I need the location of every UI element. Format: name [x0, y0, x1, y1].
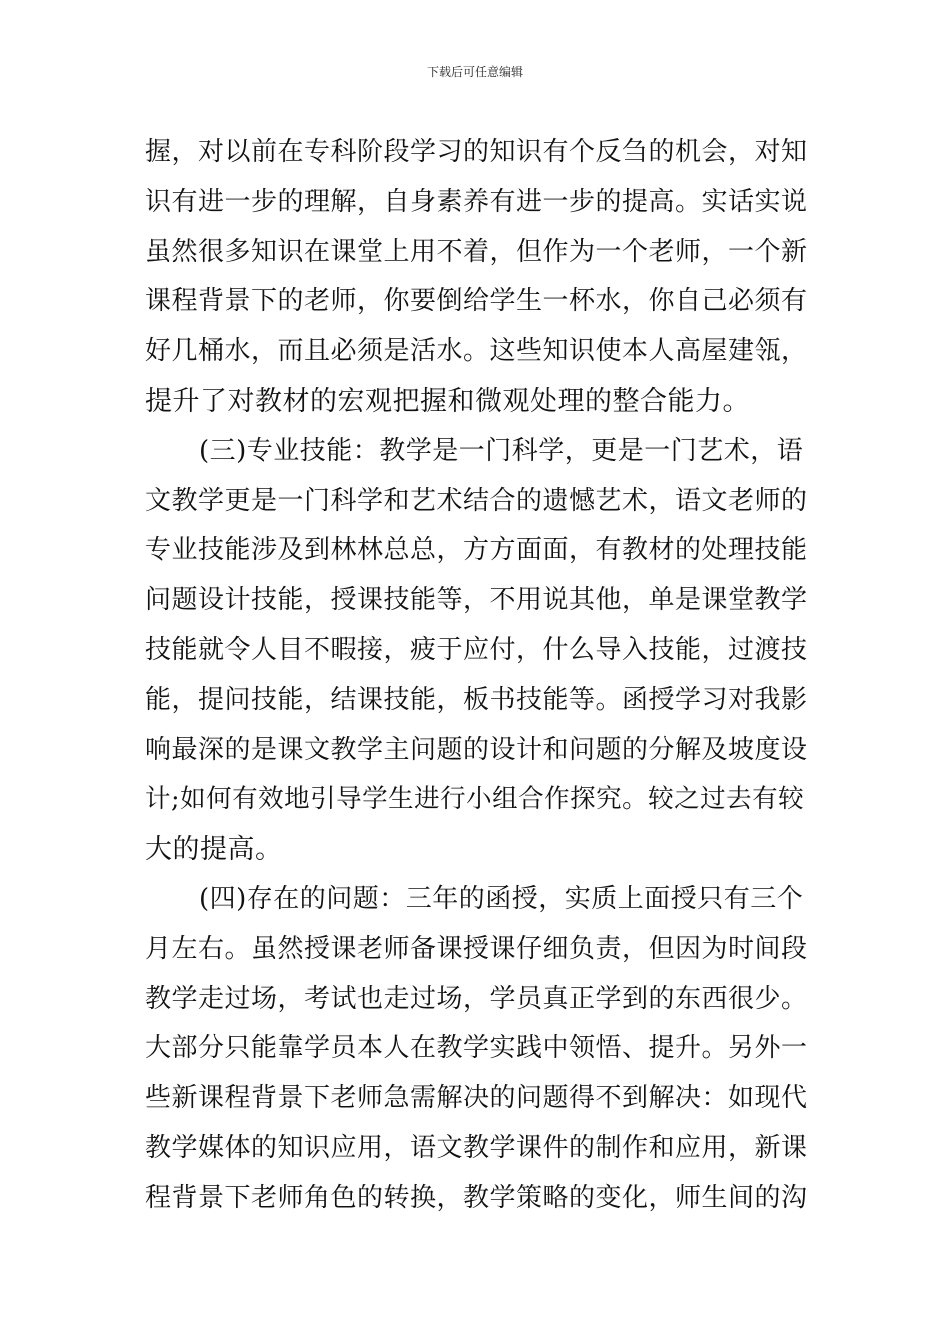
text-line: 程背景下老师角色的转换，教学策略的变化，师生间的沟 — [145, 1182, 808, 1213]
text-line: 技能就令人目不暇接，疲于应付，什么导入技能，过渡技 — [145, 634, 808, 665]
text-line: (三)专业技能：教学是一门科学，更是一门艺术，语 — [199, 435, 804, 466]
text-line: 计;如何有效地引导学生进行小组合作探究。较之过去有较 — [145, 784, 805, 815]
text-line: 识有进一步的理解，自身素养有进一步的提高。实话实说 — [145, 186, 808, 217]
text-line: 能，提问技能，结课技能，板书技能等。函授学习对我影 — [145, 684, 808, 715]
text-line: 好几桶水，而且必须是活水。这些知识使本人高屋建瓴， — [145, 336, 808, 367]
text-line: 文教学更是一门科学和艺术结合的遗憾艺术，语文老师的 — [145, 485, 808, 516]
text-line: 些新课程背景下老师急需解决的问题得不到解决：如现代 — [145, 1083, 808, 1114]
page-header: 下载后可任意编辑 — [426, 65, 523, 79]
text-line: 握，对以前在专科阶段学习的知识有个反刍的机会，对知 — [145, 137, 808, 167]
text-line: 大的提高。 — [145, 834, 283, 866]
text-line: (四)存在的问题：三年的函授，实质上面授只有三个 — [199, 883, 804, 914]
text-line: 大部分只能靠学员本人在教学实践中领悟、提升。另外一 — [145, 1033, 808, 1064]
text-line: 虽然很多知识在课堂上用不着，但作为一个老师，一个新 — [145, 236, 808, 267]
text-line: 专业技能涉及到林林总总，方方面面，有教材的处理技能 — [145, 535, 808, 566]
text-line: 问题设计技能，授课技能等，不用说其他，单是课堂教学 — [145, 585, 808, 616]
text-line: 响最深的是课文教学主问题的设计和问题的分解及坡度设 — [145, 734, 808, 765]
text-line: 教学媒体的知识应用，语文教学课件的制作和应用，新课 — [145, 1132, 808, 1163]
text-line: 月左右。虽然授课老师备课授课仔细负责，但因为时间段 — [145, 933, 808, 964]
body-text — [145, 128, 810, 1224]
text-line: 教学走过场，考试也走过场，学员真正学到的东西很少。 — [145, 983, 808, 1014]
text-line: 提升了对教材的宏观把握和微观处理的整合能力。 — [145, 385, 750, 417]
text-line: 课程背景下的老师，你要倒给学生一杯水，你自己必须有 — [145, 286, 808, 317]
